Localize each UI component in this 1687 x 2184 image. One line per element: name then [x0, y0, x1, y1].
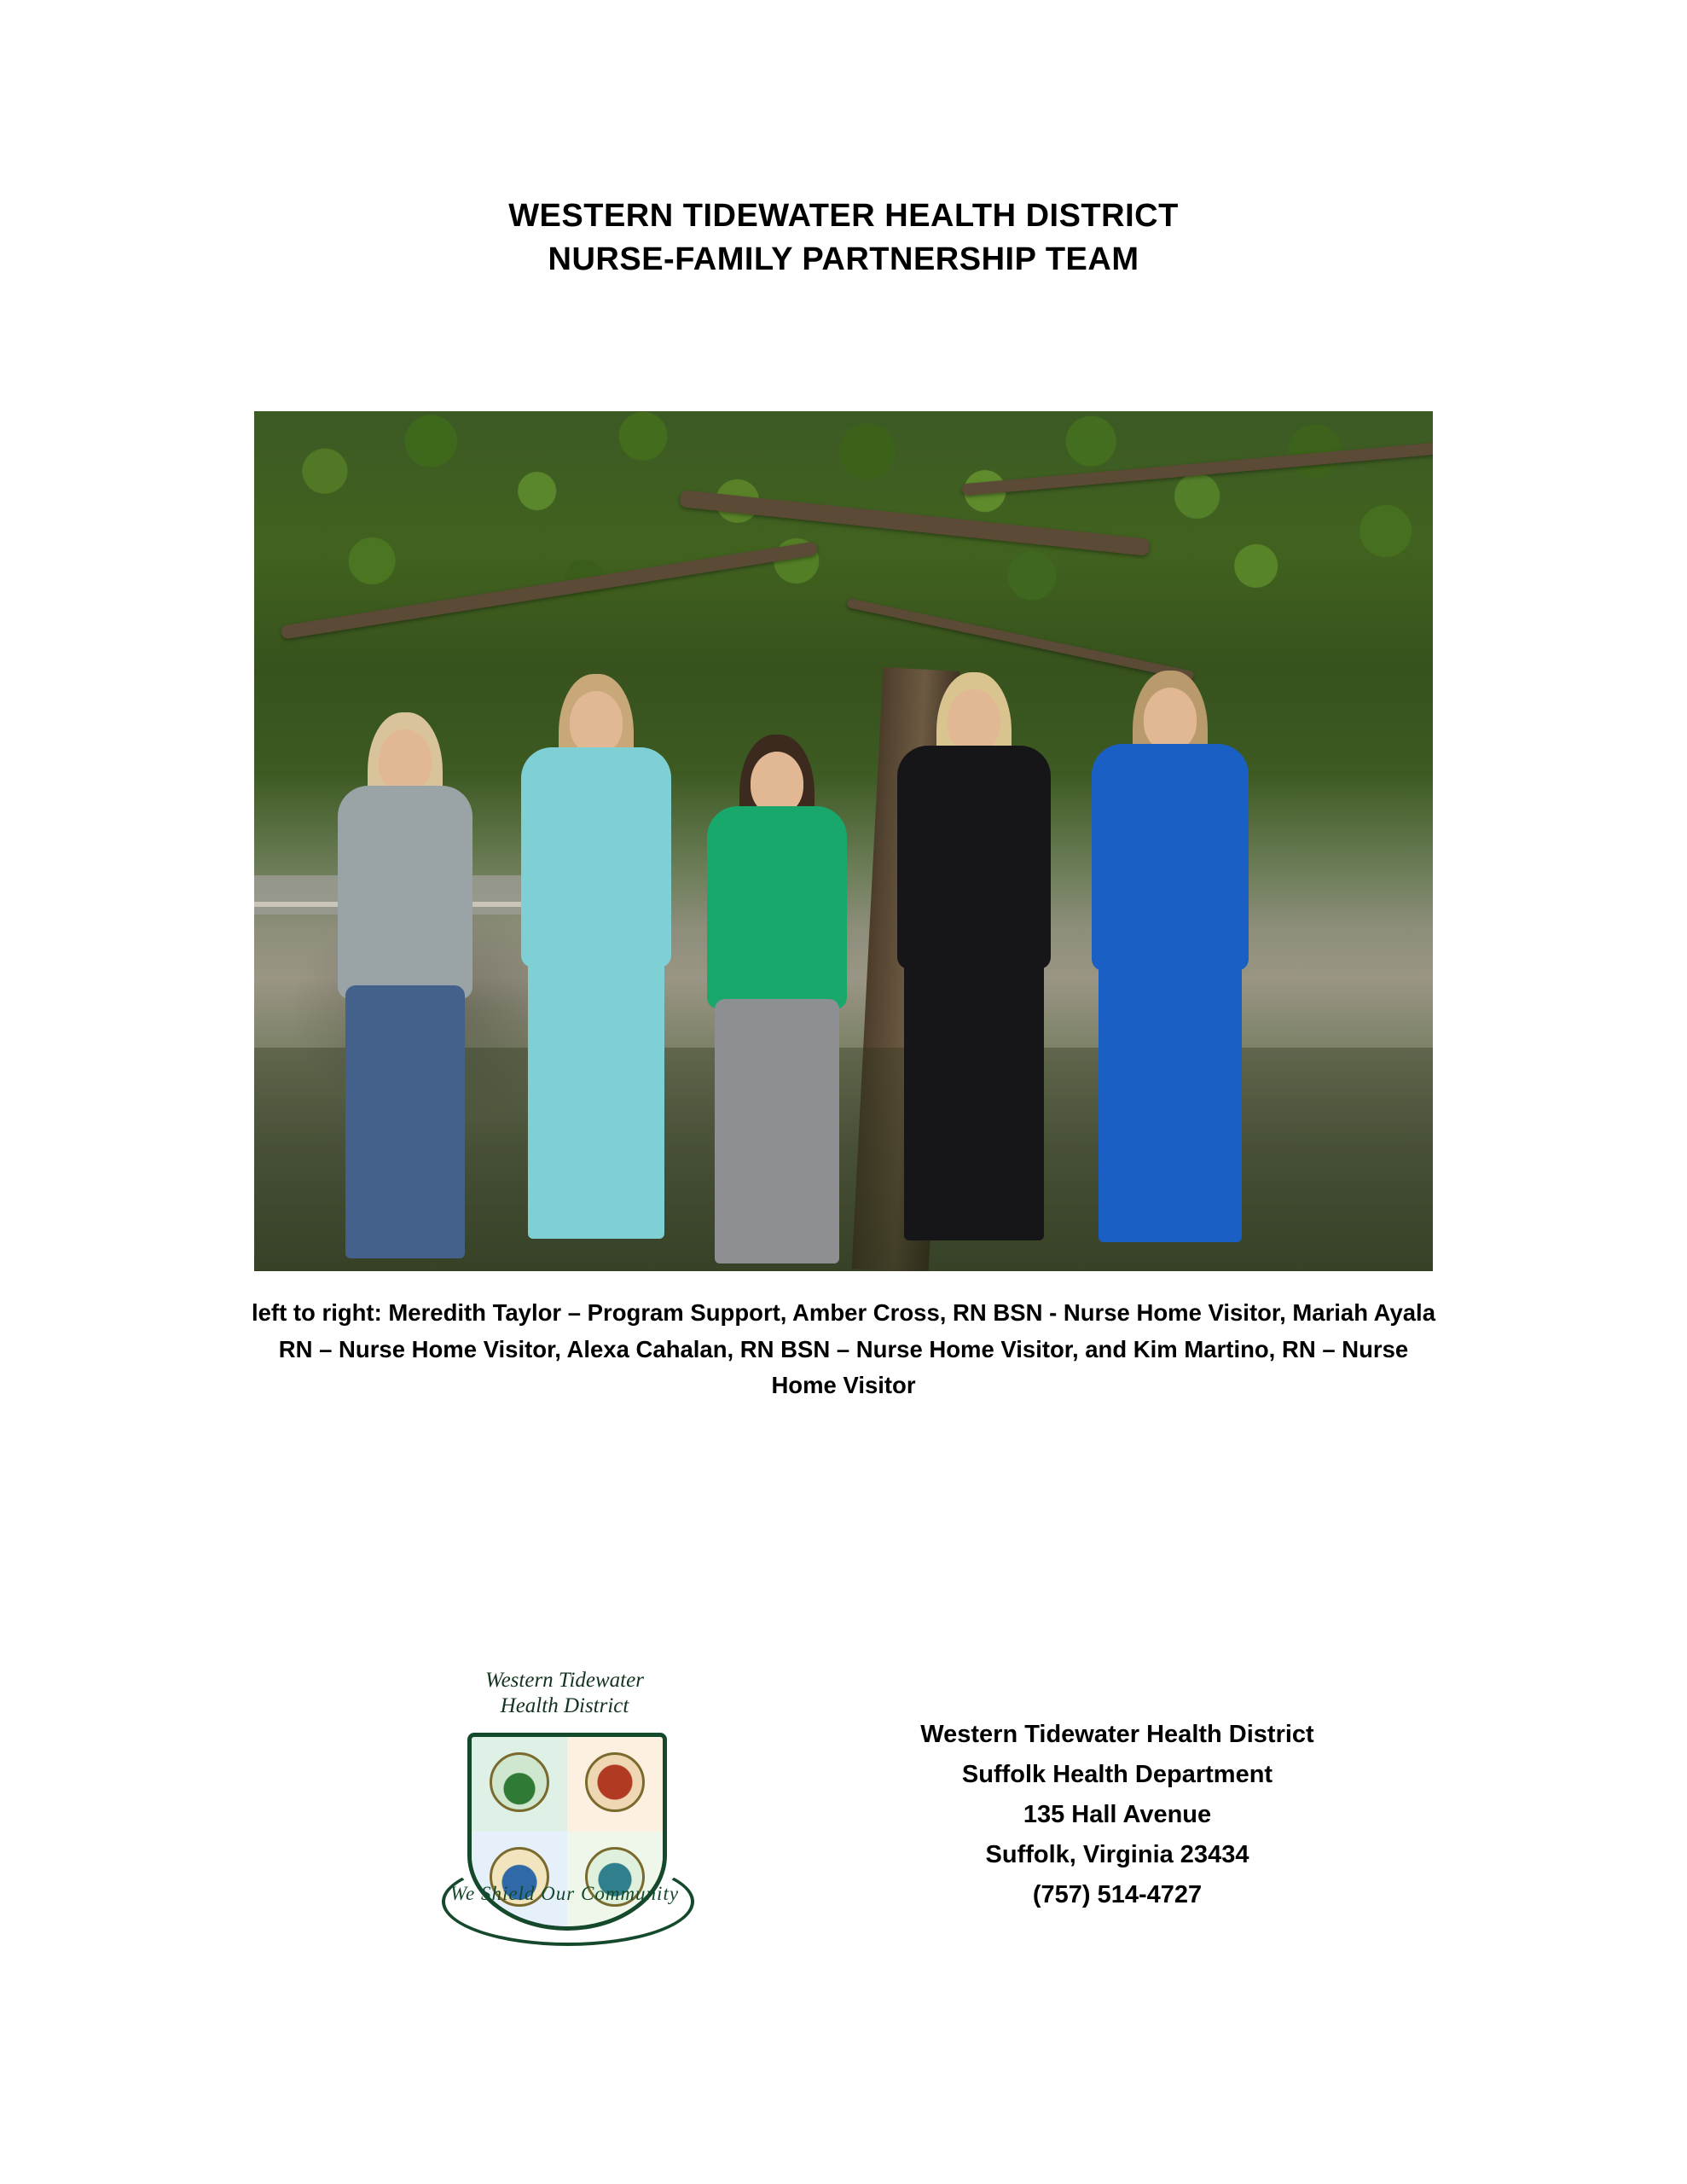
address-line-4: Suffolk, Virginia 23434: [985, 1840, 1249, 1868]
health-district-seal: [437, 1668, 693, 1949]
emblem-icon: [490, 1752, 549, 1812]
face: [379, 729, 432, 793]
face: [1144, 688, 1197, 751]
torso: [707, 806, 847, 1009]
person-mariah-ayala: [679, 721, 875, 1271]
torso: [1092, 744, 1249, 971]
person-meredith-taylor: [307, 704, 503, 1271]
address-line-3: 135 Hall Avenue: [1023, 1800, 1212, 1828]
legs: [345, 985, 465, 1258]
shield-quadrant-suffolk: [567, 1737, 663, 1834]
face: [751, 752, 803, 815]
team-photo: [254, 411, 1433, 1271]
legs: [528, 957, 664, 1239]
face: [948, 689, 1000, 752]
photo-caption: left to right: Meredith Taylor – Program Support, Amber Cross, RN BSN - Nurse Home Visitor, Mariah Ayala RN – Nurse Home Visitor, Alexa Cahalan, RN BSN – Nurse Home Visitor, and Kim Martino, RN – Nurse Home Visitor: [252, 1299, 1435, 1399]
legs: [715, 999, 839, 1263]
contact-address: [793, 1715, 1441, 1915]
face: [570, 691, 623, 754]
address-line-2: Suffolk Health Department: [961, 1760, 1273, 1788]
torso: [338, 786, 472, 999]
person-kim-martino: [1062, 669, 1278, 1271]
seal-title-line-1: Western Tidewater: [485, 1669, 644, 1692]
title-line-2: NURSE-FAMILY PARTNERSHIP TEAM: [548, 241, 1139, 278]
seal-motto: We Shield Our Community: [449, 1883, 680, 1904]
address-line-1: Western Tidewater Health District: [920, 1721, 1314, 1748]
legs: [1099, 961, 1242, 1242]
person-amber-cross: [490, 669, 703, 1271]
photo-scene: [254, 411, 1433, 1271]
seal-title: [437, 1668, 693, 1719]
emblem-icon: [585, 1752, 645, 1812]
seal-title-line-2: Health District: [500, 1694, 629, 1717]
title-line-1: WESTERN TIDEWATER HEALTH DISTRICT: [508, 198, 1179, 234]
phone-number: (757) 514-4727: [1032, 1880, 1203, 1908]
legs: [904, 959, 1044, 1240]
person-alexa-cahalan: [867, 669, 1081, 1271]
page-title: [0, 195, 1687, 282]
torso: [897, 746, 1051, 969]
shield-quadrant-franklin: [472, 1737, 570, 1834]
torso: [521, 747, 671, 967]
